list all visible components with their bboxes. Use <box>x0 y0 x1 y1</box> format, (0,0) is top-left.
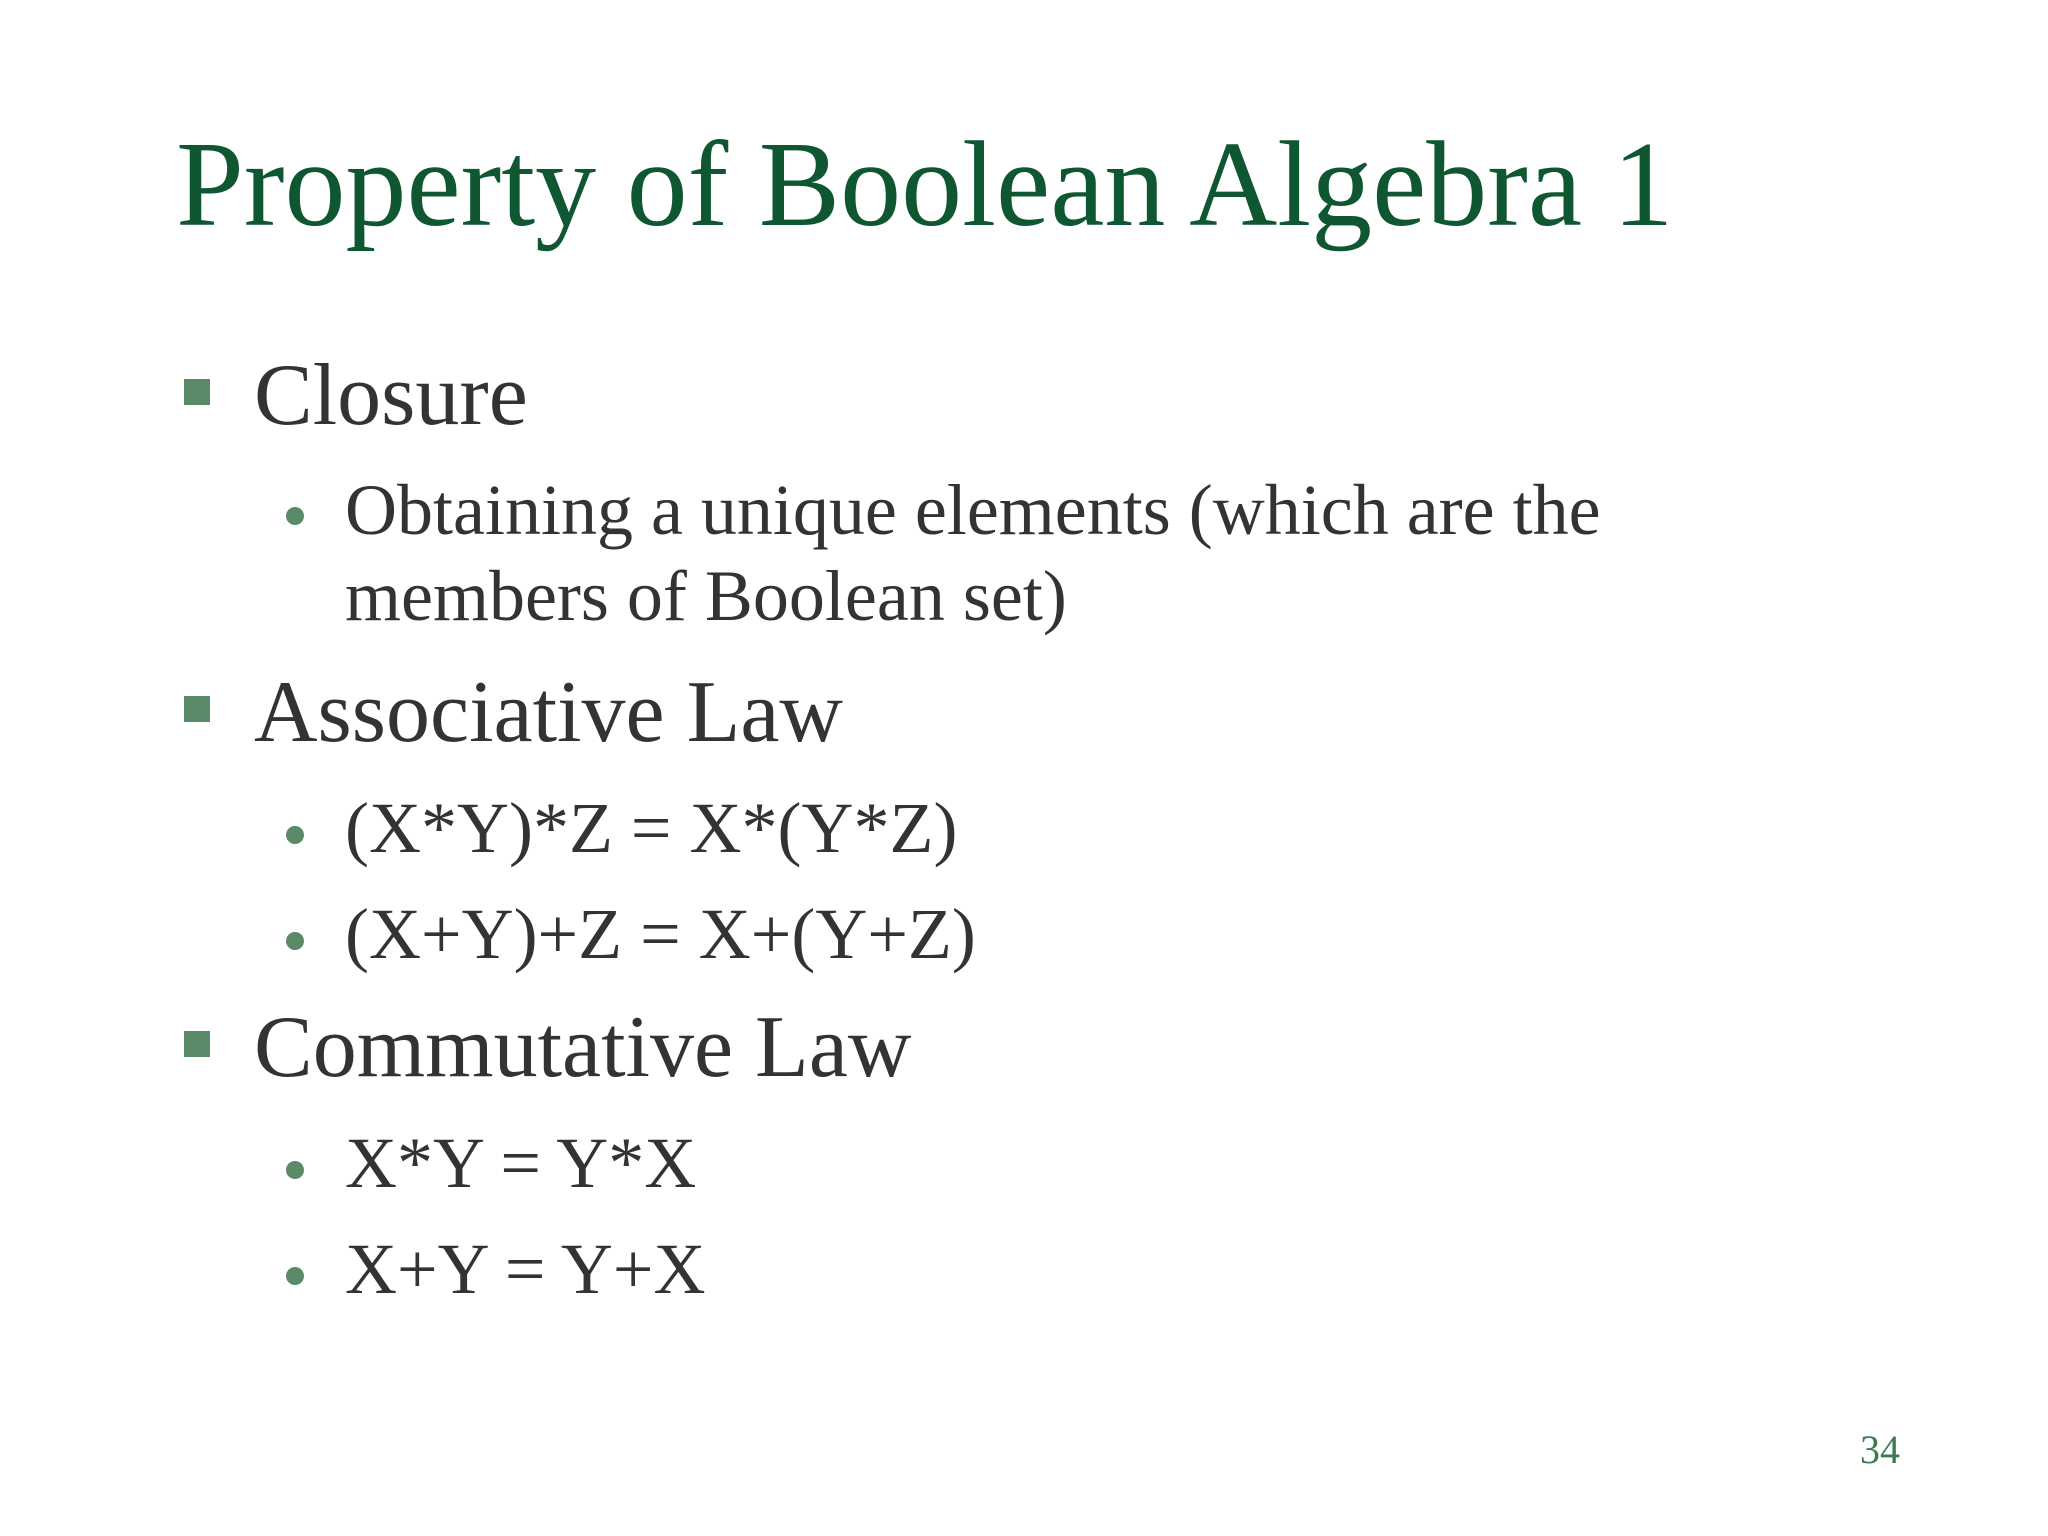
sub-bullet-commutative-and: X*Y = Y*X <box>345 1123 697 1203</box>
slide-title: Property of Boolean Algebra 1 <box>176 117 1674 252</box>
dot-bullet-icon <box>286 1161 304 1179</box>
sub-bullet-associative-or: (X+Y)+Z = X+(Y+Z) <box>345 894 976 974</box>
sub-bullet-closure-definition: Obtaining a unique elements (which are the members of Boolean set) <box>345 470 1601 636</box>
dot-bullet-icon <box>286 507 304 525</box>
dot-bullet-icon <box>286 826 304 844</box>
sub-bullet-commutative-or: X+Y = Y+X <box>345 1229 706 1309</box>
square-bullet-icon <box>184 696 210 722</box>
bullet-commutative-law: Commutative Law <box>254 999 912 1096</box>
bullet-associative-law: Associative Law <box>254 664 843 761</box>
page-number: 34 <box>1860 1427 1900 1472</box>
square-bullet-icon <box>184 1031 210 1057</box>
bullet-closure: Closure <box>254 347 528 444</box>
square-bullet-icon <box>184 379 210 405</box>
sub-bullet-associative-and: (X*Y)*Z = X*(Y*Z) <box>345 788 958 868</box>
dot-bullet-icon <box>286 932 304 950</box>
dot-bullet-icon <box>286 1267 304 1285</box>
